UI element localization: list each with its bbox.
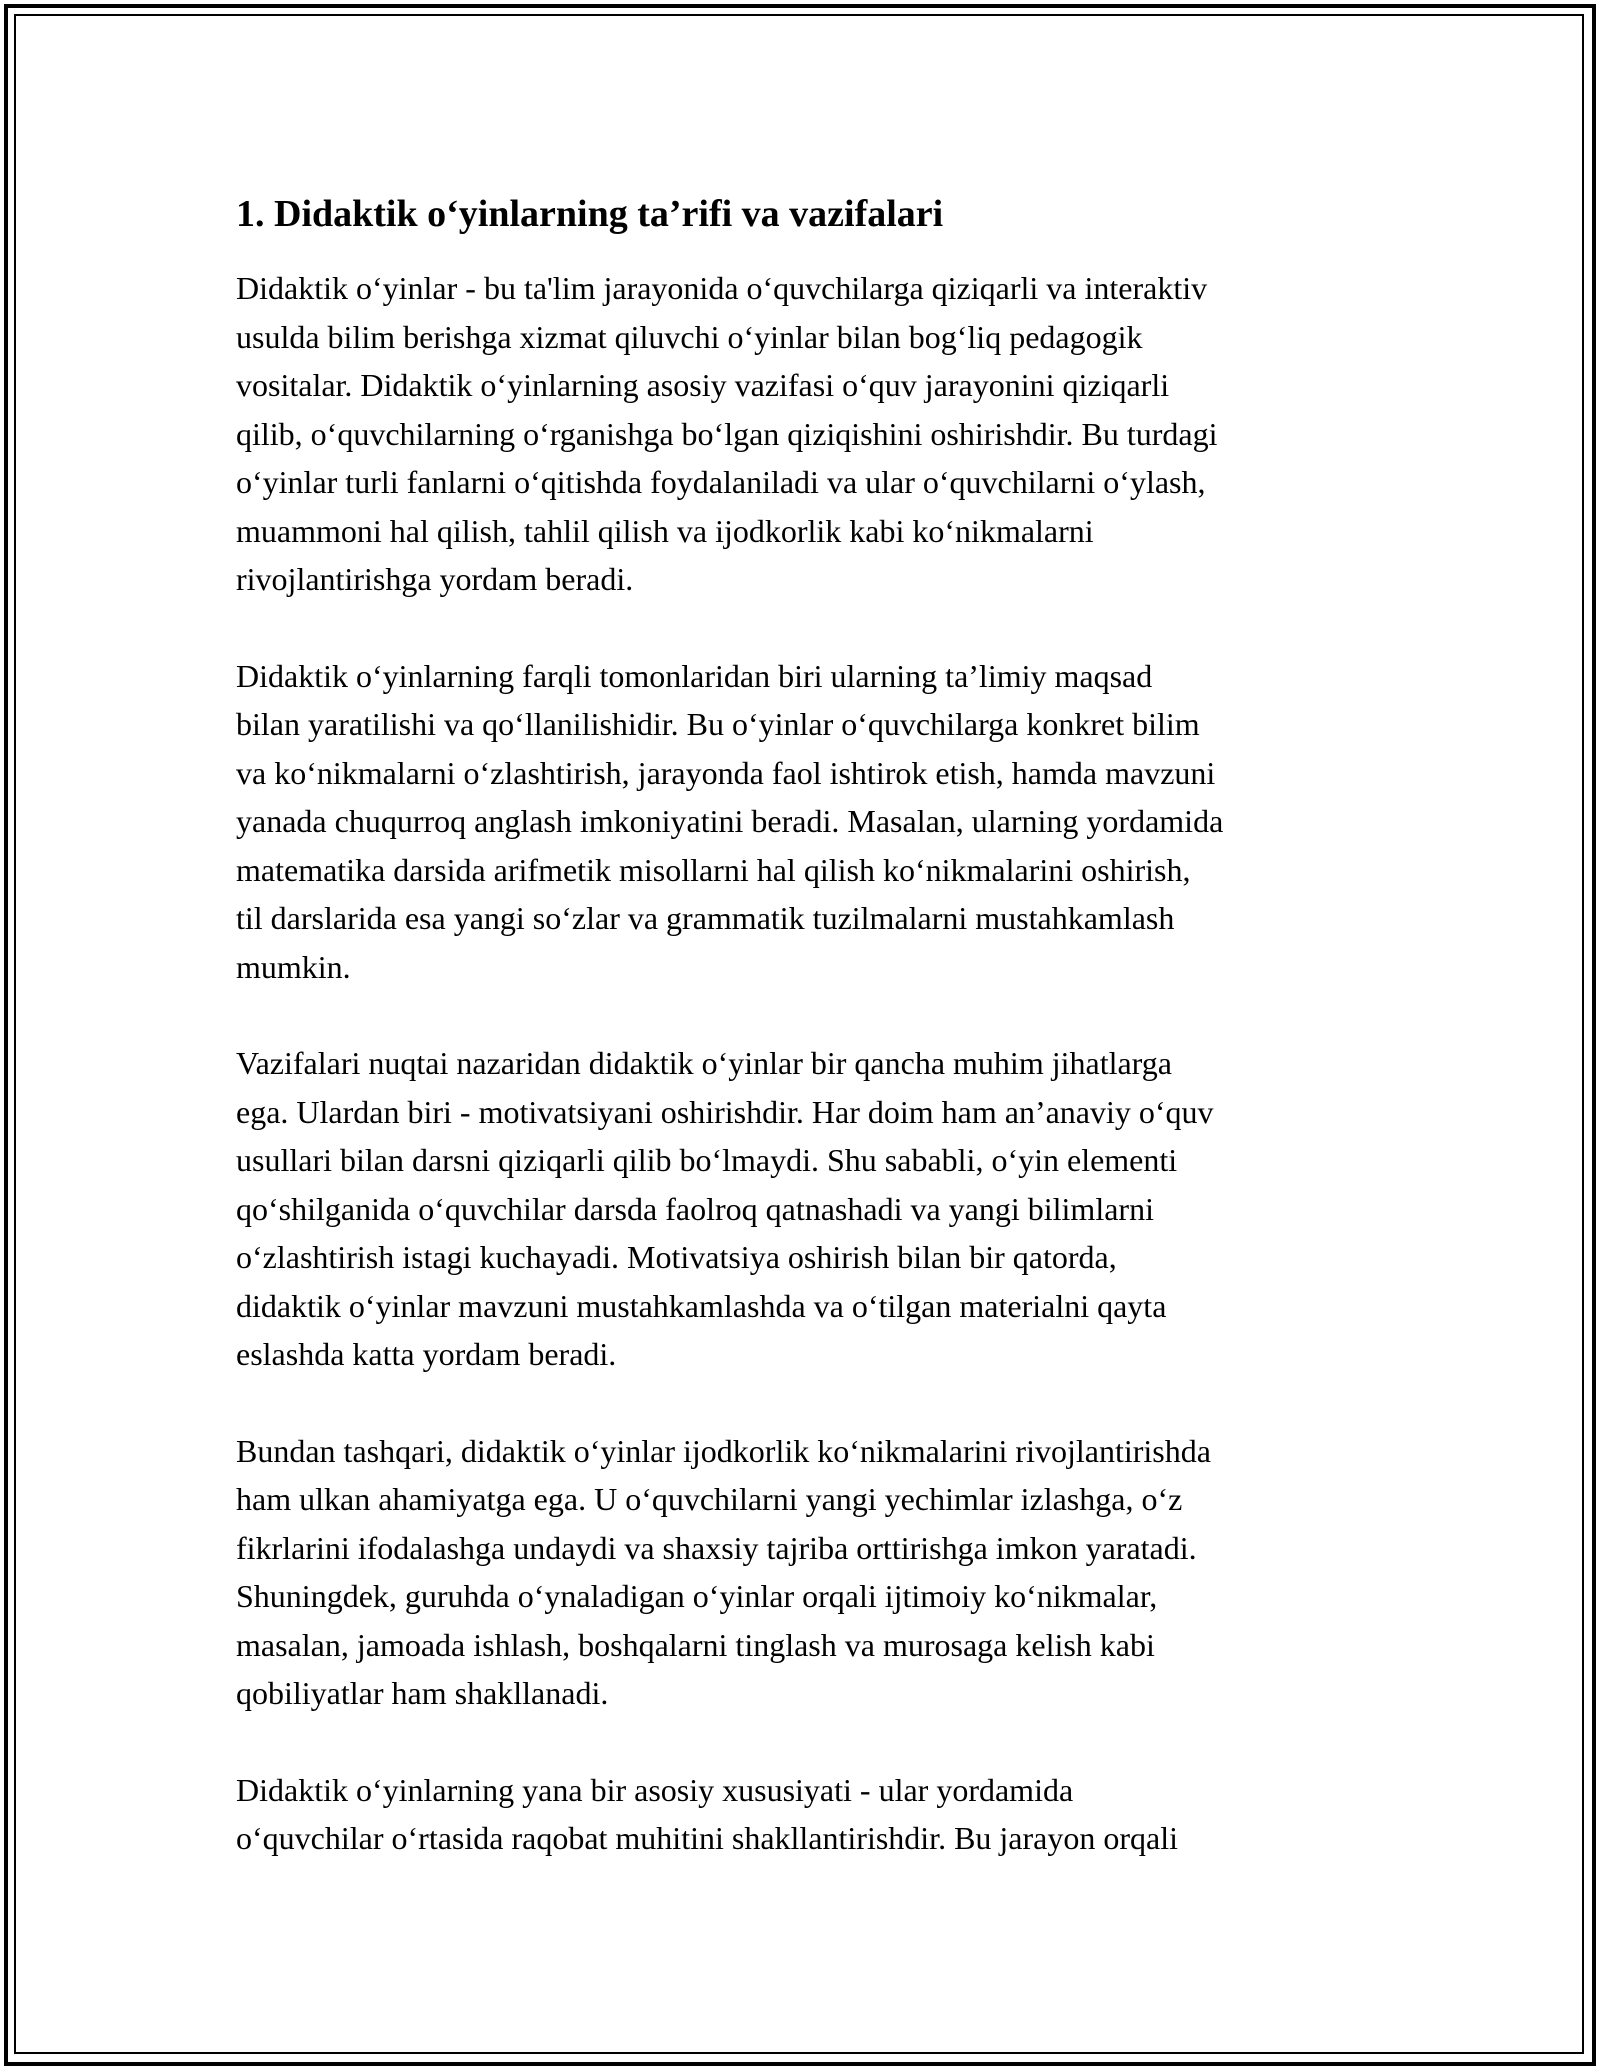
document-body (236, 188, 1386, 1863)
paragraph-4: Bundan tashqari, didaktik o‘yinlar ijodkorlik ko‘nikmalarini rivojlantirishda ham ulkan ahamiyatga ega. U o‘quvchilarni yangi yechimlar izlashga, o‘z fikrlarini ifodalashga undaydi va shaxsiy tajriba orttirishga imkon yaratadi. Shuningdek, guruhda o‘ynaladigan o‘yinlar orqali ijtimoiy ko‘nikmalar, masalan, jamoada ishlash, boshqalarni tinglash va murosaga kelish kabi qobiliyatlar ham shakllanadi. (236, 1432, 1211, 1711)
paragraph-5: Didaktik o‘yinlarning yana bir asosiy xususiyati - ular yordamida o‘quvchilar o‘rtasida raqobat muhitini shakllantirishdir. Bu jarayon orqali (236, 1771, 1178, 1856)
paragraph-2: Didaktik o‘yinlarning farqli tomonlaridan biri ularning ta’limiy maqsad bilan yaratilishi va qo‘llanilishidir. Bu o‘yinlar o‘quvchilarga konkret bilim va ko‘nikmalarni o‘zlashtirish, jarayonda faol ishtirok etish, hamda mavzuni yanada chuqurroq anglash imkoniyatini beradi. Masalan, ularning yordamida matematika darsida arifmetik misollarni hal qilish ko‘nikmalarini oshirish, til darslarida esa yangi so‘zlar va grammatik tuzilmalarni mustahkamlash mumkin. (236, 657, 1224, 985)
paragraph-3: Vazifalari nuqtai nazaridan didaktik o‘yinlar bir qancha muhim jihatlarga ega. Ulardan biri - motivatsiyani oshirishdir. Har doim ham an’anaviy o‘quv usullari bilan darsni qiziqarli qilib bo‘lmaydi. Shu sababli, o‘yin elementi qo‘shilganida o‘quvchilar darsda faolroq qatnashadi va yangi bilimlarni o‘zlashtirish istagi kuchayadi. Motivatsiya oshirish bilan bir qatorda, didaktik o‘yinlar mavzuni mustahkamlashda va o‘tilgan materialni qayta eslashda katta yordam beradi. (236, 1045, 1214, 1372)
section-title: 1. Didaktik o‘yinlarning ta’rifi va vazifalari (236, 193, 944, 235)
paragraph-1: Didaktik o‘yinlar - bu ta'lim jarayonida o‘quvchilarga qiziqarli va interaktiv usulda bilim berishga xizmat qiluvchi o‘yinlar bilan bog‘liq pedagogik vositalar. Didaktik o‘yinlarning asosiy vazifasi o‘quv jarayonini qiziqarli qilib, o‘quvchilarning o‘rganishga bo‘lgan qiziqishini oshirishdir. Bu turdagi o‘yinlar turli fanlarni o‘qitishda foydalaniladi va ular o‘quvchilarni o‘ylash, muammoni hal qilish, tahlil qilish va ijodkorlik kabi ko‘nikmalarni rivojlantirishga yordam beradi. (236, 270, 1218, 597)
